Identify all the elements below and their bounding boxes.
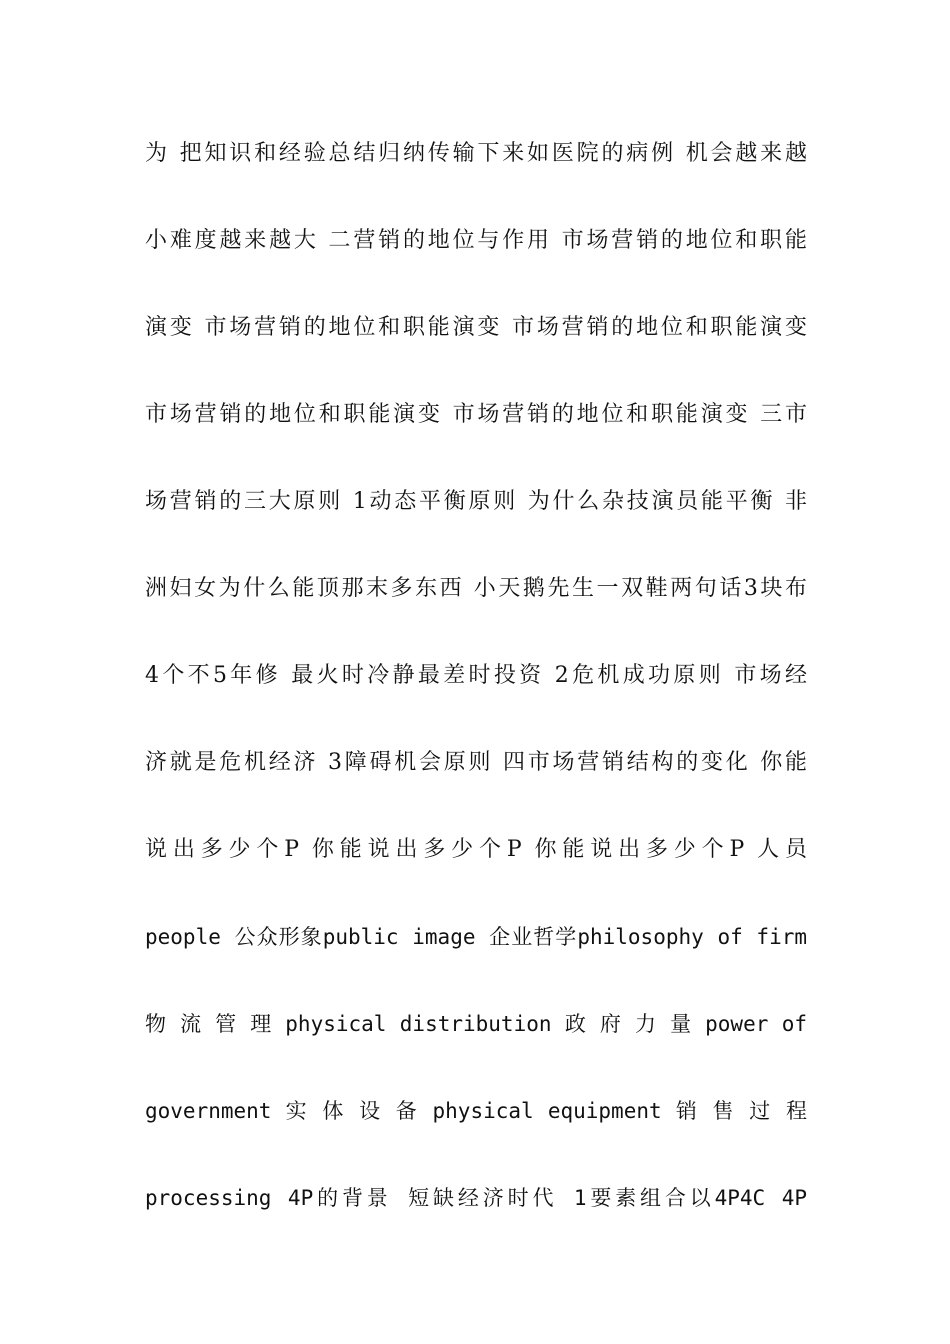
text-line-2: 小难度越来越大 二营销的地位与作用 市场营销的地位和职能 xyxy=(145,228,807,253)
text-line-13: processing 4P的背景 短缺经济时代 1要素组合以4P4C 4P xyxy=(145,1186,807,1210)
text-line-6: 洲妇女为什么能顶那末多东西 小天鹅先生一双鞋两句话3块布 xyxy=(145,576,807,601)
text-line-11: 物 流 管 理 physical distribution 政 府 力 量 power of xyxy=(145,1012,807,1036)
text-line-5: 场营销的三大原则 1动态平衡原则 为什么杂技演员能平衡 非 xyxy=(145,489,807,514)
text-line-10: people 公众形象public image 企业哲学philosophy of firm xyxy=(145,925,807,949)
text-line-1: 为 把知识和经验总结归纳传输下来如医院的病例 机会越来越 xyxy=(145,141,807,166)
text-line-4: 市场营销的地位和职能演变 市场营销的地位和职能演变 三市 xyxy=(145,402,807,427)
text-line-7: 4个不5年修 最火时冷静最差时投资 2危机成功原则 市场经 xyxy=(145,663,807,688)
text-line-3: 演变 市场营销的地位和职能演变 市场营销的地位和职能演变 xyxy=(145,315,807,340)
text-line-12: government 实 体 设 备 physical equipment 销 售 过 程 xyxy=(145,1099,807,1123)
body-text xyxy=(145,131,807,1262)
text-line-8: 济就是危机经济 3障碍机会原则 四市场营销结构的变化 你能 xyxy=(145,750,807,775)
text-line-9: 说出多少个P 你能说出多少个P 你能说出多少个P 人员 xyxy=(145,837,807,862)
